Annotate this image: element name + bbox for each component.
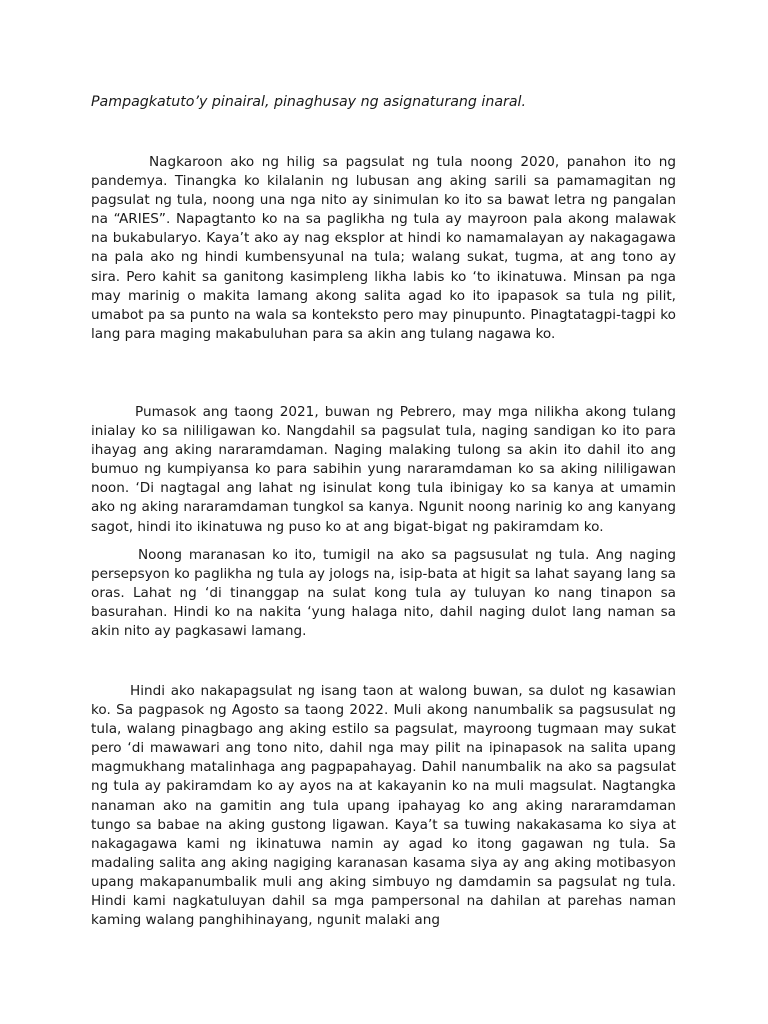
document-title: Pampagkatuto’y pinairal, pinaghusay ng asignaturang inaral. bbox=[91, 94, 526, 110]
paragraph-2: Pumasok ang taong 2021, buwan ng Pebrero, may mga nilikha akong tulang inialay ko sa nililigawan ko. Nangdahil sa pagsulat tula, naging sandigan ko ito para ihayag ang aking nararamdaman. Naging malaking tulong sa akin ito dahil ito ang bumuo ng kumpiyansa ko para sabihin yung nararamdaman ko sa aking nililigawan noon. ‘Di nagtagal ang lahat ng isinulat kong tula ibinigay ko sa kanya at umamin ako ng aking nararamdaman tungkol sa kanya. Ngunit noong narinig ko ang kanyang sagot, hindi ito ikinatuwa ng puso ko at ang bigat-bigat ng pakiramdam ko. bbox=[91, 404, 676, 535]
paragraph-4: Hindi ako nakapagsulat ng isang taon at walong buwan, sa dulot ng kasawian ko. Sa pagpasok ng Agosto sa taong 2022. Muli akong nanumbalik sa pagsusulat ng tula, walang pinagbago ang aking estilo sa pagsulat, mayroong tugmaan may sukat pero ‘di mawawari ang tono nito, dahil nga may pilit na ipinapasok na salita upang magmukhang matalinhaga ang pagpapahayag. Dahil nanumbalik na ako sa pagsulat ng tula ay pakiramdam ko ay ayos na at kakayanin ko na muli magsulat. Nagtangka nanaman ako na gamitin ang tula upang ipahayag ko ang aking nararamdaman tungo sa babae na aking gustong ligawan. Kaya’t sa tuwing nakakasama ko siya at nakagagawa kami ng ikinatuwa namin ay agad ko itong gagawan ng tula. Sa madaling salita ang aking nagiging karanasan kasama siya ay ang aking motibasyon upang makapanumbalik muli ang aking simbuyo ng damdamin sa pagsulat ng tula. Hindi kami nagkatuluyan dahil sa mga pampersonal na dahilan at parehas naman kaming walang panghihinayang, ngunit malaki ang bbox=[91, 683, 676, 929]
paragraph-1: Nagkaroon ako ng hilig sa pagsulat ng tula noong 2020, panahon ito ng pandemya. Tinangka ko kilalanin ng lubusan ang aking sarili sa pamamagitan ng pagsulat ng tula, noong una nga nito ay sinimulan ko ito sa bawat letra ng pangalan na “ARIES”. Napagtanto ko na sa paglikha ng tula ay mayroon pala akong malawak na bukabularyo. Kaya’t ako ay nag eksplor at hindi ko namamalayan ay nakagagawa na pala ako ng hindi kumbensyunal na tula; walang sukat, tugma, at ang tono ay sira. Pero kahit sa ganitong kasimpleng likha labis ko ‘to ikinatuwa. Minsan pa nga may marinig o makita lamang akong salita agad ko ito ipapasok sa tula ng pilit, umabot pa sa punto na wala sa konteksto pero may pinupunto. Pinagtatagpi-tagpi ko lang para maging makabuluhan para sa akin ang tulang nagawa ko. bbox=[91, 154, 676, 342]
paragraph-3: Noong maranasan ko ito, tumigil na ako sa pagsusulat ng tula. Ang naging persepsyon ko paglikha ng tula ay jologs na, isip-bata at higit sa lahat sayang lang sa oras. Lahat ng ‘di tinanggap na sulat kong tula ay tuluyan ko nang tinapon sa basurahan. Hindi ko na nakita ‘yung halaga nito, dahil naging dulot lang naman sa akin nito ay pagkasawi lamang. bbox=[91, 547, 676, 640]
